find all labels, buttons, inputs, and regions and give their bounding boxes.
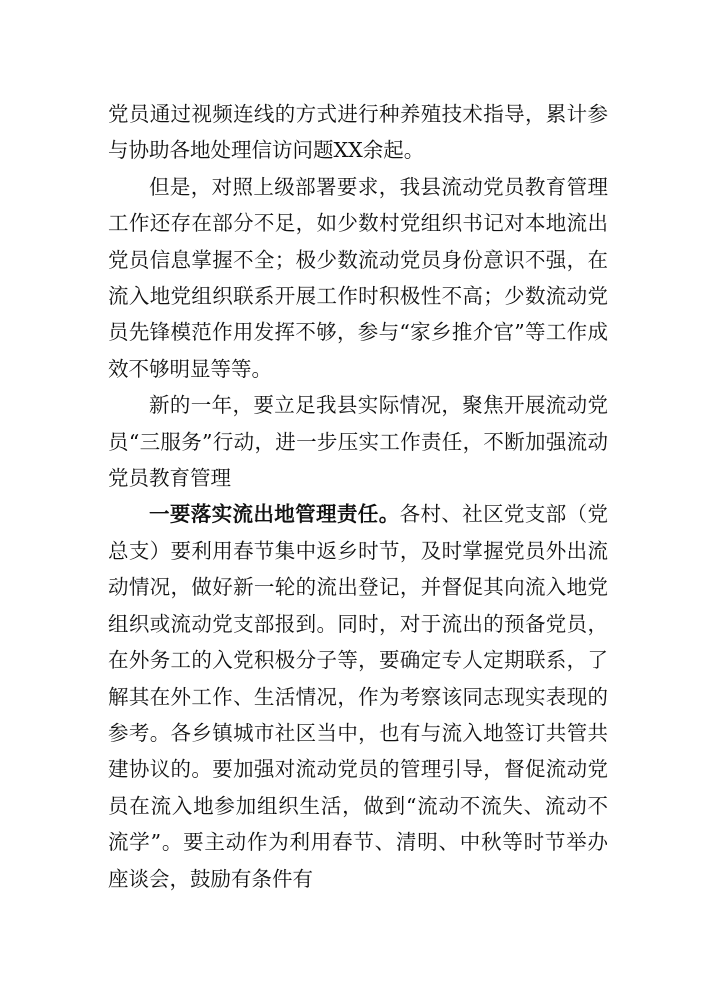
- paragraph-text: 但是，对照上级部署要求，我县流动党员教育管理工作还存在部分不足，如少数村党组织书记对本地流出党员信息掌握不全；极少数流动党员身份意识不强，在流入地党组织联系开展工作时积极性不高；少数流动党员先锋模范作用发挥不够，参与“家乡推介官”等工作成效不够明显等等。: [108, 174, 608, 381]
- paragraph-outflow-responsibility: [108, 496, 608, 896]
- paragraph-text: 党员通过视频连线的方式进行种养殖技术指导，累计参与协助各地处理信访问题XX余起。: [108, 102, 608, 163]
- paragraph-new-year: [108, 387, 608, 496]
- paragraph-shortcomings: [108, 169, 608, 387]
- paragraph-text: 各村、社区党支部（党总支）要利用春节集中返乡时节，及时掌握党员外出流动情况，做好新一轮的流出登记，并督促其向流入地党组织或流动党支部报到。同时，对于流出的预备党员，在外务工的入党积极分子等，要确定专人定期联系，了解其在外工作、生活情况，作为考察该同志现实表现的参考。各乡镇城市社区当中，也有与流入地签订共管共建协议的。要加强对流动党员的管理引导，督促流动党员在流入地参加组织生活，做到“流动不流失、流动不流学”。要主动作为利用春节、清明、中秋等时节举办座谈会，鼓励有条件有: [108, 502, 609, 891]
- paragraph-continuation: [108, 96, 608, 169]
- paragraph-text: 新的一年，要立足我县实际情况，聚焦开展流动党员“三服务”行动，进一步压实工作责任，不断加强流动党员教育管理: [108, 393, 608, 491]
- document-body: [108, 96, 608, 897]
- paragraph-lead-heading: 一要落实流出地管理责任。: [149, 502, 400, 527]
